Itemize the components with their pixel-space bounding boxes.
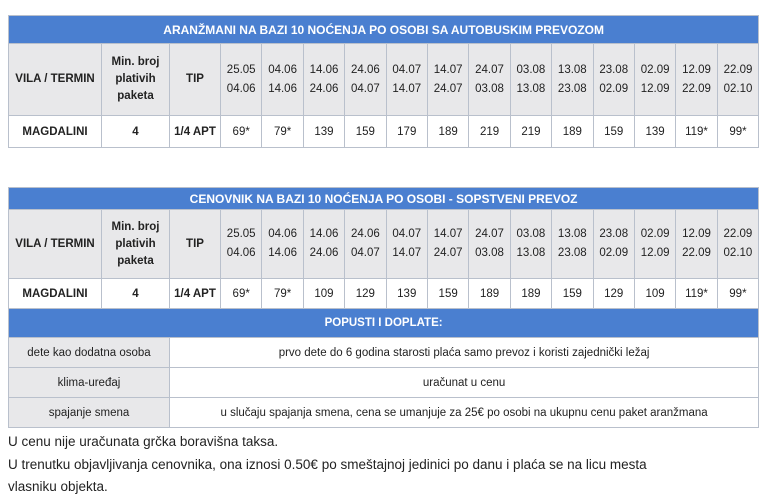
date-to: 12.09 xyxy=(640,247,670,259)
price-cell: 139 xyxy=(303,116,344,148)
price-table-bus xyxy=(8,15,759,148)
date-from: 23.08 xyxy=(599,228,629,240)
date-from: 13.08 xyxy=(557,63,587,76)
price-cell: 109 xyxy=(303,279,344,309)
price-cell: 99* xyxy=(717,279,758,309)
price-cell: 129 xyxy=(593,279,634,309)
date-range-header xyxy=(552,210,593,279)
date-to: 22.09 xyxy=(682,247,711,259)
date-to: 14.06 xyxy=(268,82,297,95)
date-range-header xyxy=(510,44,551,116)
date-from: 23.08 xyxy=(599,63,629,76)
date-to: 02.09 xyxy=(599,247,629,259)
date-from: 14.06 xyxy=(309,63,339,76)
date-from: 24.06 xyxy=(350,228,380,240)
date-from: 13.08 xyxy=(557,228,587,240)
table-title: ARANŽMANI NA BAZI 10 NOĆENJA PO OSOBI SA AUTOBUSKIM PREVOZOM xyxy=(9,16,759,44)
note-line-1: U cenu nije uračunata grčka boravišna taksa. xyxy=(8,434,279,449)
price-cell: 189 xyxy=(427,116,468,148)
date-range-header xyxy=(634,210,675,279)
row-tip: 1/4 APT xyxy=(170,116,221,148)
date-range-header xyxy=(221,210,262,279)
date-range-header xyxy=(345,44,386,116)
date-range-header xyxy=(221,44,262,116)
date-range-header xyxy=(717,44,759,116)
date-to: 24.06 xyxy=(309,247,339,259)
date-to: 24.06 xyxy=(309,82,339,95)
date-from: 04.07 xyxy=(392,228,422,240)
price-cell: 189 xyxy=(469,279,510,309)
date-from: 12.09 xyxy=(682,228,711,240)
row-min: 4 xyxy=(102,279,170,309)
date-to: 12.09 xyxy=(640,82,670,95)
price-cell: 159 xyxy=(345,116,386,148)
date-from: 14.07 xyxy=(433,228,463,240)
date-to: 02.10 xyxy=(723,82,753,95)
col-header-tip: TIP xyxy=(170,44,221,116)
col-header-min: Min. broj plativih paketa xyxy=(102,44,170,116)
date-from: 22.09 xyxy=(723,228,753,240)
date-range-header xyxy=(262,210,303,279)
popust-label: spajanje smena xyxy=(9,398,170,428)
price-cell: 79* xyxy=(262,279,303,309)
date-range-header xyxy=(593,210,634,279)
row-vila: MAGDALINI xyxy=(9,279,102,309)
price-cell: 139 xyxy=(386,279,427,309)
note-line-2: U trenutku objavljivanja cenovnika, ona iznosi 0.50€ po smeštajnoj jedinici po danu i plaća se na licu mesta xyxy=(8,457,647,472)
date-to: 02.10 xyxy=(723,247,753,259)
col-header-vila: VILA / TERMIN xyxy=(9,44,102,116)
date-from: 03.08 xyxy=(516,228,546,240)
date-from: 24.07 xyxy=(475,228,504,240)
date-range-header xyxy=(345,210,386,279)
date-to: 13.08 xyxy=(516,247,546,259)
date-to: 03.08 xyxy=(475,82,504,95)
date-range-header xyxy=(303,44,344,116)
date-range-header xyxy=(427,210,468,279)
price-cell: 219 xyxy=(510,116,551,148)
price-cell: 159 xyxy=(427,279,468,309)
date-to: 04.07 xyxy=(350,82,380,95)
date-range-header xyxy=(593,44,634,116)
date-from: 24.07 xyxy=(475,63,504,76)
price-cell: 179 xyxy=(386,116,427,148)
date-from: 14.06 xyxy=(309,228,339,240)
price-cell: 189 xyxy=(510,279,551,309)
price-table-own-transport xyxy=(8,187,759,428)
date-range-header xyxy=(262,44,303,116)
date-from: 24.06 xyxy=(350,63,380,76)
date-range-header xyxy=(427,44,468,116)
popust-value: uračunat u cenu xyxy=(170,368,759,398)
date-range-header xyxy=(469,44,510,116)
date-range-header xyxy=(717,210,758,279)
date-from: 25.05 xyxy=(226,63,256,76)
date-from: 04.06 xyxy=(268,228,297,240)
date-to: 14.06 xyxy=(268,247,297,259)
date-range-header xyxy=(469,210,510,279)
col-header-min: Min. broj plativih paketa xyxy=(102,210,170,279)
date-range-header xyxy=(634,44,675,116)
date-range-header xyxy=(386,44,427,116)
price-cell: 139 xyxy=(634,116,675,148)
date-to: 13.08 xyxy=(516,82,546,95)
date-to: 23.08 xyxy=(557,247,587,259)
date-from: 22.09 xyxy=(723,63,753,76)
date-from: 04.06 xyxy=(268,63,297,76)
row-tip: 1/4 APT xyxy=(170,279,221,309)
date-from: 25.05 xyxy=(226,228,256,240)
table-title: CENOVNIK NA BAZI 10 NOĆENJA PO OSOBI - SOPSTVENI PREVOZ xyxy=(9,188,759,210)
col-header-vila: VILA / TERMIN xyxy=(9,210,102,279)
date-to: 02.09 xyxy=(599,82,629,95)
date-to: 23.08 xyxy=(557,82,587,95)
popust-label: klima-uređaj xyxy=(9,368,170,398)
popust-value: u slučaju spajanja smena, cena se umanjuje za 25€ po osobi na ukupnu cenu paket aranžmana xyxy=(170,398,759,428)
price-cell: 69* xyxy=(221,279,262,309)
popust-value: prvo dete do 6 godina starosti plaća samo prevoz i koristi zajednički ležaj xyxy=(170,338,759,368)
price-cell: 189 xyxy=(552,116,593,148)
date-to: 04.06 xyxy=(226,82,256,95)
price-cell: 69* xyxy=(221,116,262,148)
popusti-title: POPUSTI I DOPLATE: xyxy=(9,309,759,338)
date-to: 14.07 xyxy=(392,82,422,95)
date-from: 02.09 xyxy=(640,228,670,240)
price-cell: 119* xyxy=(676,279,717,309)
date-to: 24.07 xyxy=(433,82,463,95)
date-to: 03.08 xyxy=(475,247,504,259)
date-to: 14.07 xyxy=(392,247,422,259)
date-range-header xyxy=(676,210,717,279)
price-cell: 219 xyxy=(469,116,510,148)
date-to: 04.07 xyxy=(350,247,380,259)
note-line-3: vlasniku objekta. xyxy=(8,479,108,494)
date-from: 02.09 xyxy=(640,63,670,76)
date-from: 03.08 xyxy=(516,63,546,76)
price-cell: 119* xyxy=(676,116,717,148)
row-vila: MAGDALINI xyxy=(9,116,102,148)
date-to: 04.06 xyxy=(226,247,256,259)
price-cell: 159 xyxy=(552,279,593,309)
price-cell: 79* xyxy=(262,116,303,148)
date-from: 04.07 xyxy=(392,63,422,76)
col-header-tip: TIP xyxy=(170,210,221,279)
price-cell: 109 xyxy=(634,279,675,309)
date-range-header xyxy=(552,44,593,116)
date-to: 24.07 xyxy=(433,247,463,259)
date-from: 12.09 xyxy=(682,63,711,76)
date-range-header xyxy=(303,210,344,279)
price-cell: 129 xyxy=(345,279,386,309)
date-range-header xyxy=(676,44,717,116)
price-cell: 159 xyxy=(593,116,634,148)
row-min: 4 xyxy=(102,116,170,148)
date-range-header xyxy=(510,210,551,279)
date-range-header xyxy=(386,210,427,279)
date-from: 14.07 xyxy=(433,63,463,76)
price-cell: 99* xyxy=(717,116,759,148)
date-to: 22.09 xyxy=(682,82,711,95)
popust-label: dete kao dodatna osoba xyxy=(9,338,170,368)
